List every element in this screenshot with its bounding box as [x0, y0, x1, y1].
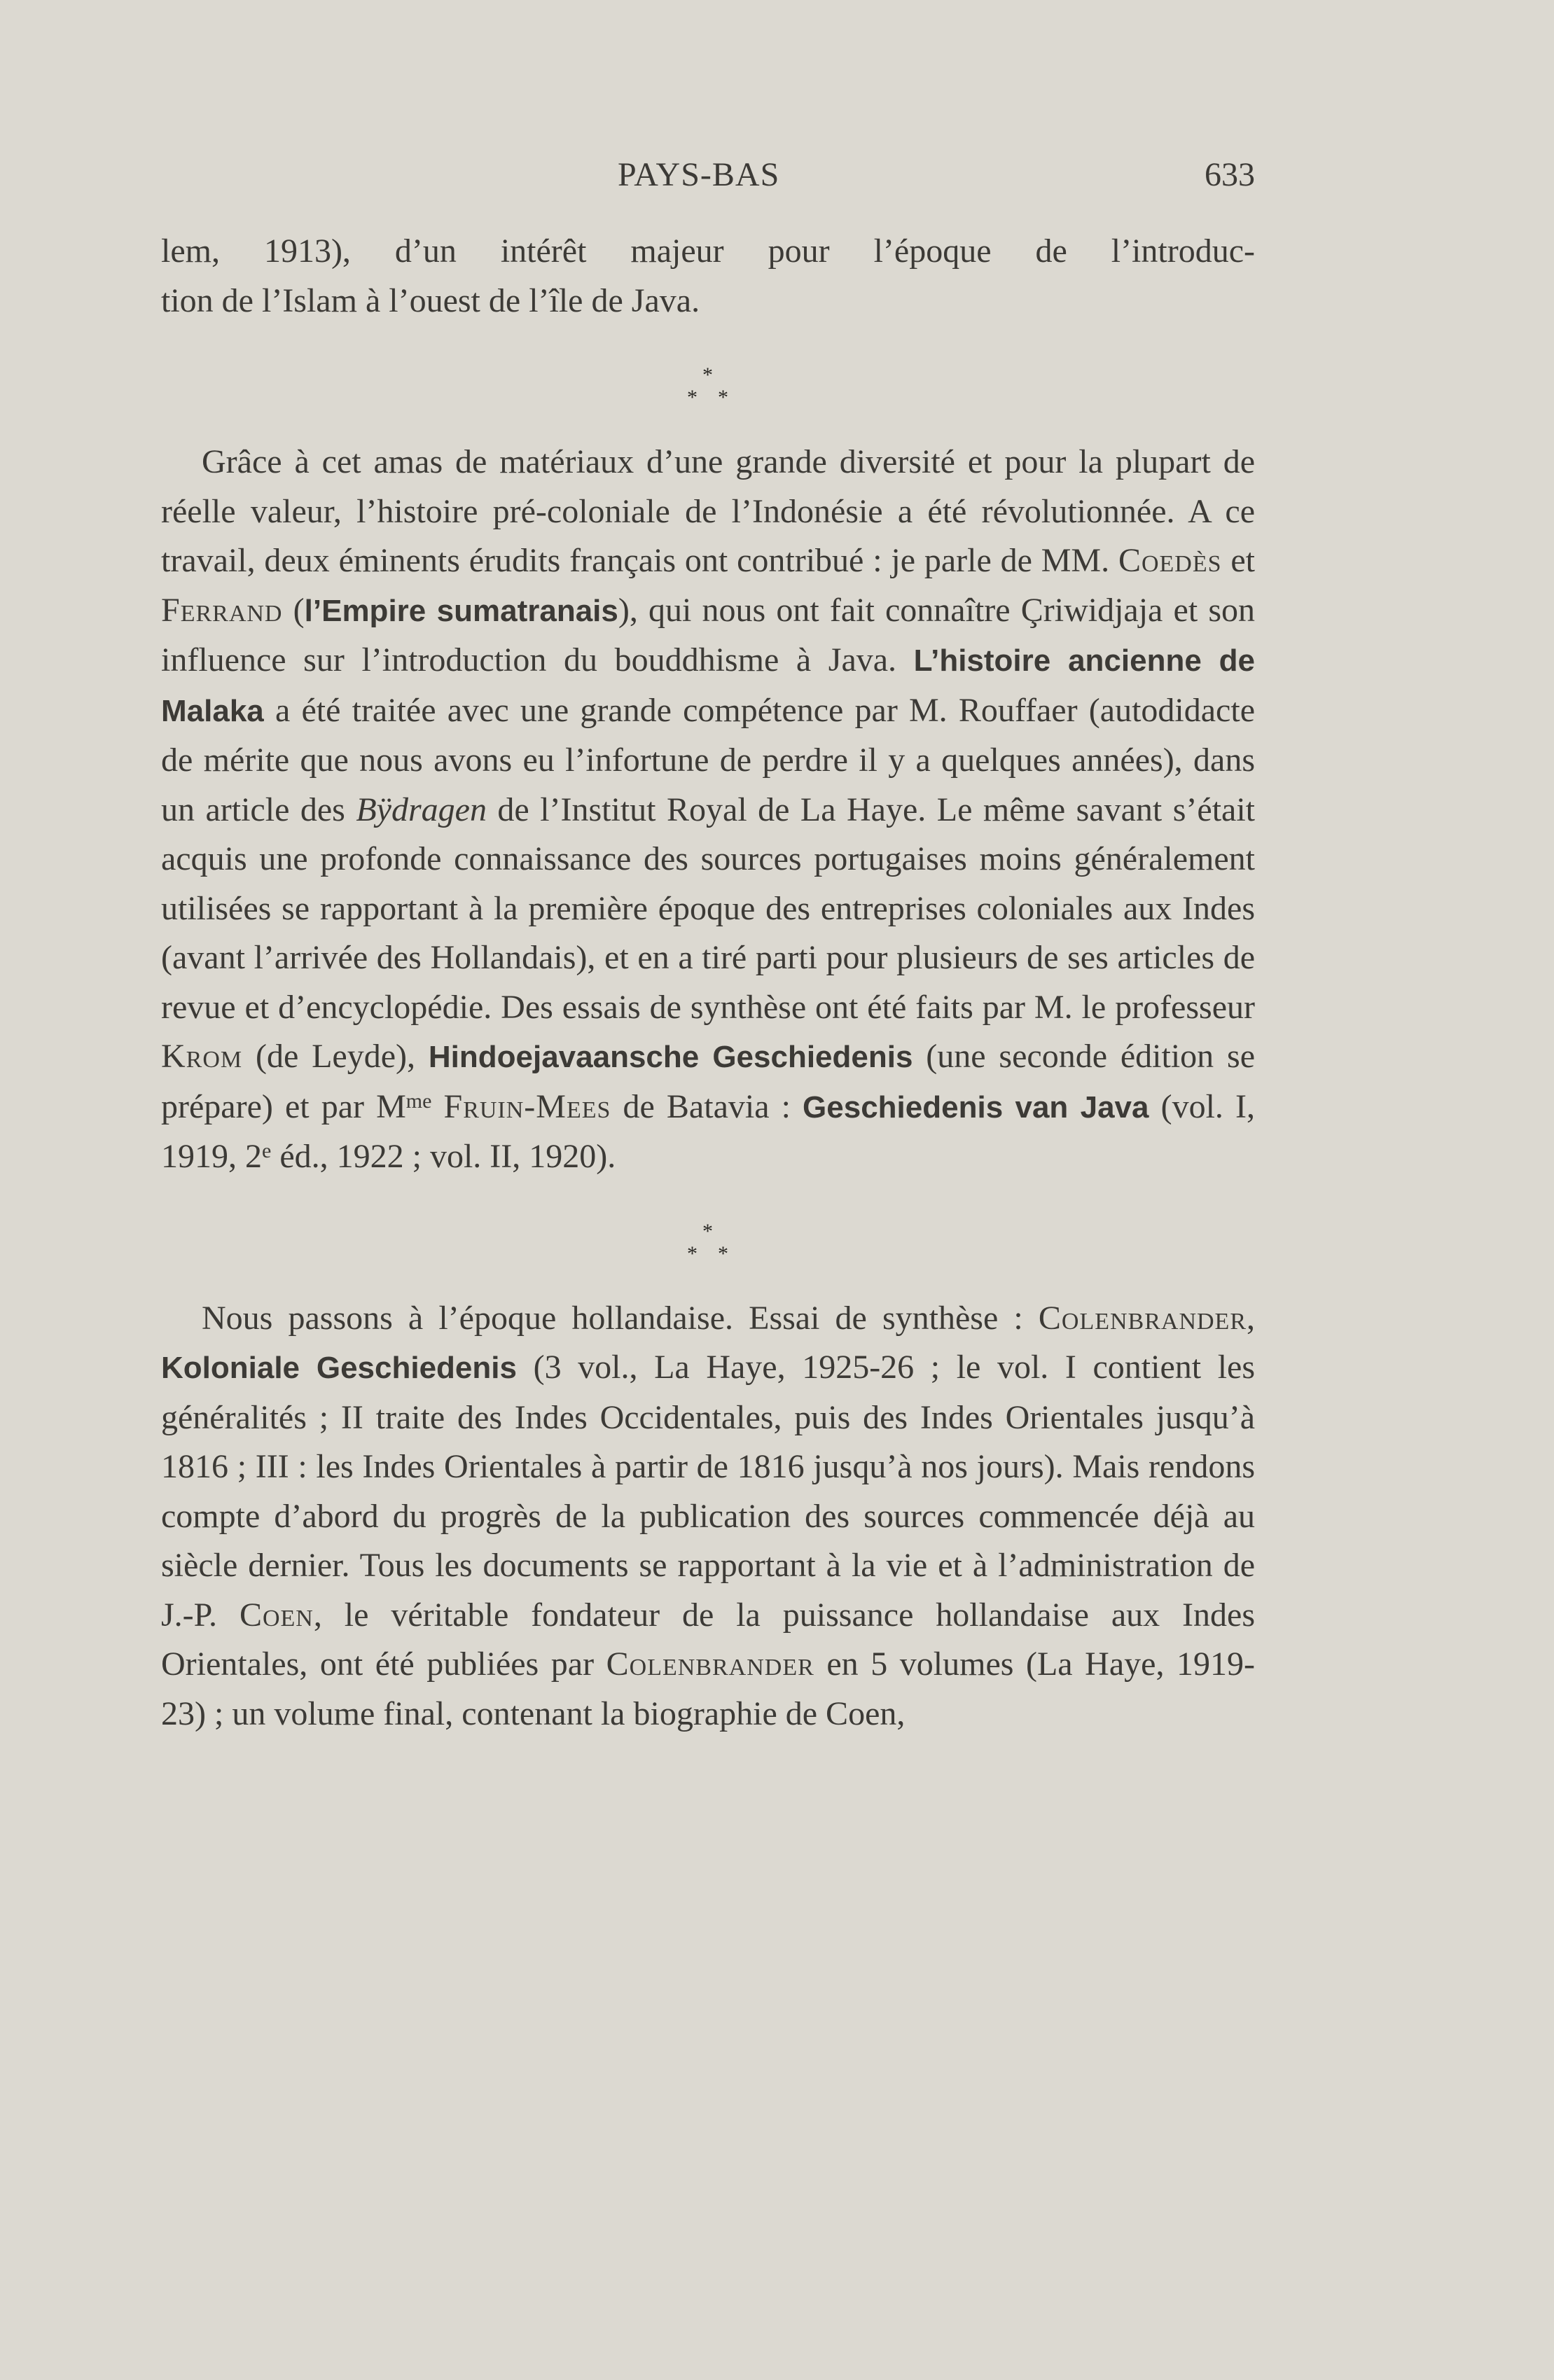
text-run: de l’Institut Royal de La Haye. Le même savant s’était acquis une profonde connaissance des sources portugaises moins généralement utilisées se rapportant à la première époque des entreprises coloniales aux Indes (avant l’arrivée des Hollandais), et en a tiré parti pour plusieurs de ses articles de revue et d’encyclopédie. Des essais de synthèse ont été faits par M. le professeur — [161, 791, 1256, 1026]
asterisk-glyph: * — [718, 386, 728, 409]
text-run: , — [1247, 1299, 1255, 1337]
paragraph-line: tion de l’Islam à l’ouest de l’île de Java. — [161, 281, 700, 319]
page-header — [162, 155, 1255, 204]
author-name: Fruin-Mees — [443, 1087, 611, 1125]
text-run: ( — [282, 591, 305, 629]
text-run: et — [1221, 542, 1256, 579]
author-name: Colenbrander — [1038, 1299, 1247, 1337]
author-name: Ferrand — [161, 591, 283, 629]
text-run: (de Leyde), — [242, 1038, 429, 1075]
text-run: (3 vol., La Haye, 1925-26 ; le vol. I contient les généralités ; II traite des Indes Occidentales, puis des Indes Orientales jusqu’à 1816 ; III : les Indes Orientales à partir de 1816 jusqu’à nos jours). Mais rendons compte d’abord du progrès de la publication des sources commencée déjà au siècle dernier. Tous les documents se rapportant à la vie et à l’administration de J.-P. — [161, 1349, 1256, 1634]
author-name: Krom — [161, 1038, 243, 1075]
asterisk-glyph: * — [702, 363, 713, 387]
paragraph-line: lem, 1913), d’un intérêt majeur pour l’époque de l’introduc- — [161, 232, 1255, 270]
asterisk-glyph: * — [687, 1241, 698, 1265]
work-title: Geschiedenis van Java — [803, 1090, 1149, 1125]
asterisk-glyph: * — [718, 1241, 728, 1265]
work-title: Koloniale Geschiedenis — [161, 1351, 517, 1385]
section-separator-asterism — [666, 1207, 750, 1265]
work-title: L’histoire ancienne de Malaka — [161, 643, 1255, 728]
work-title: Hindoejavaansche Geschiedenis — [428, 1040, 913, 1074]
page-number: 633 — [1205, 156, 1255, 193]
author-name: Coedès — [1118, 542, 1222, 579]
superscript: e — [262, 1139, 272, 1162]
text-run: (une seconde édition se prépare) et par M — [161, 1038, 1255, 1125]
text-run: en 5 volumes (La Haye, 1919-23) ; un volume final, contenant la biographie de Coen, — [161, 1645, 1256, 1732]
paragraph-historiography — [161, 438, 1255, 1182]
text-run: (vol. I, 1919, 2 — [161, 1087, 1255, 1175]
asterisk-glyph: * — [702, 1219, 713, 1243]
asterisk-glyph: * — [687, 386, 698, 409]
text-run: , le véritable fondateur de la puissance hollandaise aux Indes Orientales, ont été publiées par — [161, 1596, 1256, 1683]
text-run: éd., 1922 ; vol. II, 1920). — [271, 1138, 616, 1175]
text-run: Grâce à cet amas de matériaux d’une grande diversité et pour la plupart de réelle valeur, l’histoire pré-coloniale de l’Indonésie a été révolutionnée. A ce travail, deux éminents érudits français ont contribué : je parle de MM. — [161, 443, 1255, 579]
superscript: me — [405, 1089, 432, 1113]
author-name: Coen — [239, 1596, 314, 1634]
section-separator-asterism — [666, 351, 750, 409]
body-text — [161, 227, 1255, 1739]
work-title: l’Empire sumatranais — [304, 593, 618, 628]
text-run: a été traitée avec une grande compétence par M. Rouffaer (autodidacte de mérite que nous avons eu l’infortune de perdre il y a quelques années), dans un article des — [161, 691, 1255, 828]
journal-title: Bÿdragen — [356, 791, 487, 828]
author-name: Colenbrander — [606, 1645, 814, 1683]
running-title: PAYS-BAS — [618, 156, 780, 193]
text-run — [431, 1088, 443, 1125]
text-run: de Batavia : — [611, 1087, 803, 1125]
text-run: Nous passons à l’époque hollandaise. Essai de synthèse : — [202, 1299, 1039, 1337]
paragraph-dutch-period — [161, 1294, 1255, 1739]
text-run: ), qui nous ont fait connaître Çriwidjaja et son influence sur l’introduction du bouddhisme à Java. — [161, 591, 1255, 678]
